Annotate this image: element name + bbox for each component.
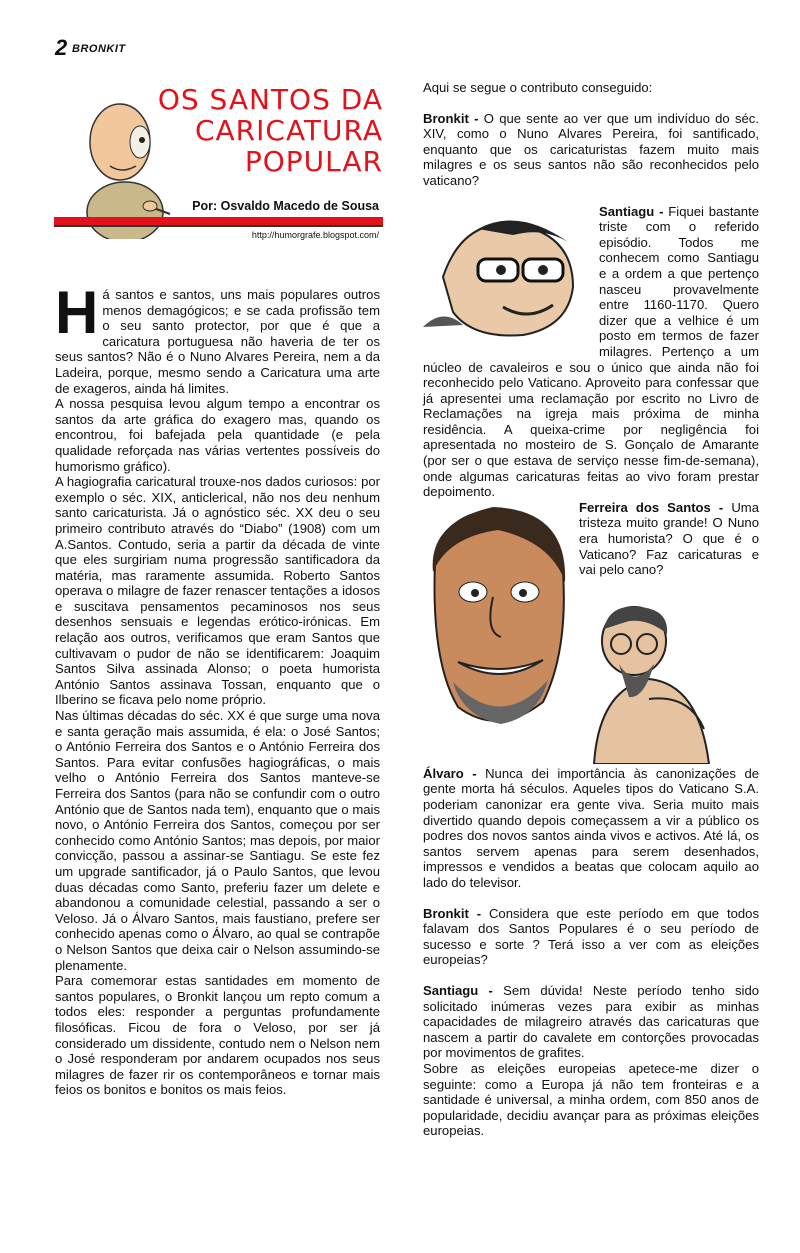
paragraph: A hagiografia caricatural trouxe-nos dados curiosos: por exemplo o séc. XIX, anticlerical, não nos deu nenhum santo caricaturista. Já o agnóstico séc. XX deu o seu primeiro contributo através do “Diabo” (1908) com um A.Santos. Contudo, seria a partir da década de vinte que eles surgiriam numa progressão santificadora da matéria, mas raramente assumida. Roberto Santos operava o milagre de fazer renascer tentações a idosos e suscitava pensamentos pecaminosos nos seus desenhos sensuais e legendas erótico-irónicas. Em relação aos outros, verificamos que eram Santos que cultivavam o pudor de não se identificarem: Joaquim Santos Silva assinada Alonso; o poeta humorista António Santos assinava Tossan, enquanto que o Ilberino se ficava pelo nome próprio. xyxy=(55,474,380,708)
blog-url: http://humorgrafe.blogspot.com/ xyxy=(251,230,379,240)
speaker-name: Ferreira dos Santos - xyxy=(579,499,724,515)
drop-cap: H xyxy=(55,279,99,346)
answer xyxy=(423,983,759,1061)
paragraph-text: á santos e santos, uns mais populares outros menos demagógicos; e se cada profissão tem o seu santo protector, por que é que a caricatura portuguesa não haveria de ter os seus santos? Não é o Nuno Alvares Pereira, nem a da Ladeira, porque, mesmo sendo a Caricatura uma arte de exageros, ainda há limites. xyxy=(55,287,380,396)
paragraph xyxy=(55,279,380,396)
answer-text: Sem dúvida! Neste período tenho sido solicitado inúmeras vezes para exibir as minhas capacidades de milagreiro através das caricaturas que nascem a partir do cavalete em contorções provocadas por movimentos de grafites. xyxy=(423,982,760,1061)
speaker-name: Bronkit - xyxy=(423,110,479,126)
paragraph: Sobre as eleições europeias apetece-me dizer o seguinte: como a Europa já não tem fronteiras e a santidade é universal, a minha ordem, com 850 anos de popularidade, decidiu avançar para as próximas eleições europeias. xyxy=(423,1060,759,1139)
byline: Por: Osvaldo Macedo de Sousa xyxy=(192,199,379,213)
paragraph: A nossa pesquisa levou algum tempo a encontrar os santos da arte gráfica do exagero mas, quando os encontrou, foi bafejada pela quantidade (e pela qualidade reforçada nas várias vertentes possíveis do humorismo gráfico). xyxy=(55,396,380,474)
right-column xyxy=(423,80,759,1139)
answer-text: O que sente ao ver que um indivíduo do séc. XIV, como o Nuno Alvares Pereira, foi santificado, enquanto que os caricaturistas fazem muito mais milagres e os seus santos não são reconhecidos pelo vaticano? xyxy=(423,110,759,188)
alvaro-caricature xyxy=(579,599,727,764)
article-header xyxy=(50,80,385,250)
article-title xyxy=(158,84,383,177)
speaker-name: Santiagu - xyxy=(423,982,493,998)
left-column xyxy=(55,279,380,1098)
intro-text: Aqui se segue o contributo conseguido: xyxy=(423,80,653,95)
answer-text: Nunca dei importância às canonizações de gente morta há séculos. Aqueles tipos do Vaticano S.A. poderiam canonizar era gente viva. Seria muito mais divertido quando depois começassem a vir a público os podres dos novos santos ainda vivos e activos. Até lá, os santos servem apenas para serem desenhados, impressos e vendidos a beatas que colocam aquilo ao lado do televisor. xyxy=(423,765,760,890)
speaker-name: Bronkit - xyxy=(423,905,482,921)
title-line: POPULAR xyxy=(244,145,383,178)
santiagu-caricature xyxy=(423,207,593,342)
title-rule xyxy=(54,217,383,227)
answer-text: Considera que este período em que todos falavam dos Santos Populares é o seu período de sucesso e sorte ? Terá isso a ver com as eleições europeias? xyxy=(423,905,760,968)
ferreira-dos-santos-caricature xyxy=(423,502,573,742)
magazine-name: BRONKIT xyxy=(72,43,126,55)
speaker-name: Santiagu - xyxy=(599,203,664,219)
paragraph: Para comemorar estas santidades em momento de santos populares, o Bronkit lançou um repto comum a todos eles: responder a perguntas profundamente filosóficas. Ficou de fora o Veloso, por ser já considerado um dissidente, contudo nem o Nelson nem o José responderam por andarem ocupados nos seus milagres de fazer rir os contemporâneos e tornar mais feios os bonitos e bonitos os mais feios. xyxy=(55,973,380,1098)
speaker-name: Álvaro - xyxy=(423,765,477,781)
page-number: 2 xyxy=(55,35,68,60)
answer-text: Uma tristeza muito grande! O Nuno era humorista? O que é o Vaticano? Faz caricaturas e vai pelo cano? xyxy=(579,499,759,578)
answer-text: Fiquei bastante triste com o referido episódio. Todos me conhecem como Santiagu e a ordem a que pertenço nasceu provavelmente entre 1160-1170. Quero dizer que a velhice é um posto em termos de fazer milagres. Pertenço a um núcleo de cavaleiros e sou o único que ainda não foi reconhecido pelo Vaticano. Aproveito para confessar que já apresentei uma reclamação por escrito no Livro de Reclamações na igreja mais próxima de minha residência. A queixa-crime por negligência foi apresentada no mosteiro de S. Gonçalo de Amarante (por ser o que estava de serviço nesse fim-de-semana), onde algumas caricaturas feitas ao vivo foram prestar depoimento. xyxy=(423,203,759,500)
paragraph: Nas últimas décadas do séc. XX é que surge uma nova e santa geração mais assumida, é ela: o José Santos; o António Ferreira dos Santos e o António Ferreira dos Santos. Para evitar confusões hagiográficas, o mais velho o António Ferreira dos Santos manteve-se Ferreira dos Santos (para não se confundir com o outro António que de Santos nada tem), enquanto que o mais novo, o António Ferreira dos Santos, começou por ser conhecido como António Santos; mas depois, por maior convicção, passou a assinar-se Santiagu. Se este fez um upgrade santificador, já o Paulo Santos, que levou duas décadas como Santo, preferiu fazer um delete e abandonou a comunidade celestial, passando a ser o Veloso. Já o Álvaro Santos, mais faustiano, prefere ser conhecido apenas como o Álvaro, ao qual se contrapõe o Nelson Santos que deixa cair o Nelson assumindo-se plenamente. xyxy=(55,708,380,973)
title-line: CARICATURA xyxy=(194,114,383,147)
title-line: OS SANTOS DA xyxy=(157,83,383,116)
question xyxy=(423,906,759,968)
question xyxy=(423,111,759,189)
